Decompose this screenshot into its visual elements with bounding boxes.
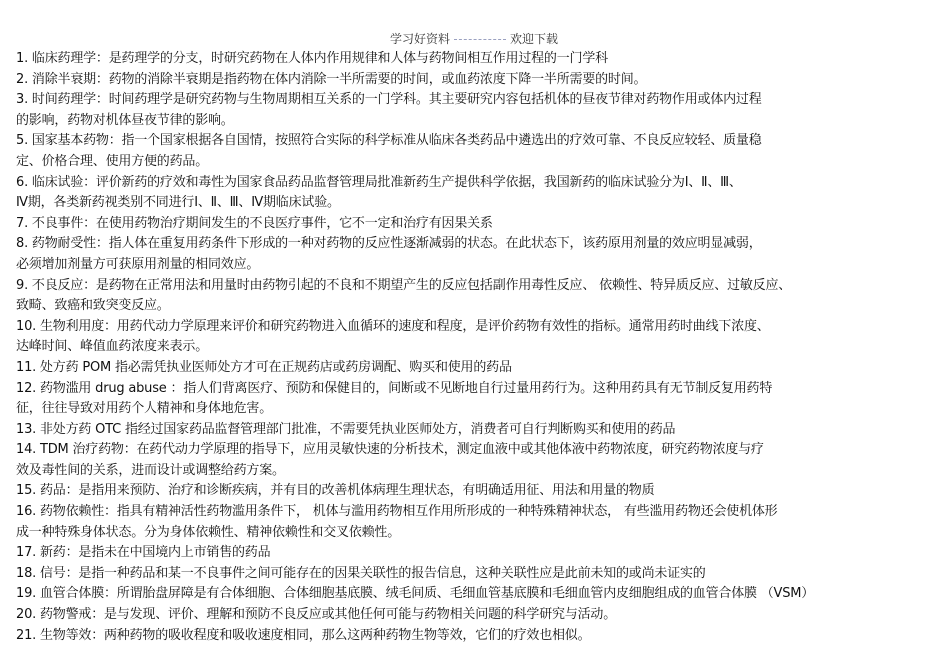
page-header [390, 30, 558, 47]
text-line: 征，往往导致对用药个人精神和身体地危害。 [16, 401, 273, 417]
text-line: 致畸、致癌和致突变反应。 [16, 298, 170, 314]
text-line: 16. 药物依赖性：指具有精神活性药物滥用条件下， 机体与滥用药物相互作用所形成的一种特殊精神状态， 有些滥用药物还会使机体形 [16, 504, 778, 520]
text-line: 11. 处方药 POM 指必需凭执业医师处方才可在正规药店或药房调配、购买和使用的药品 [16, 359, 512, 375]
text-line: 21. 生物等效：两种药物的吸收程度和吸收速度相同，那么这两种药物生物等效，它们的疗效也相似。 [16, 627, 591, 643]
text-line: 9. 不良反应：是药物在正常用法和用量时由药物引起的不良和不期望产生的反应包括副作用毒性反应、 依赖性、特异质反应、过敏反应、 [16, 277, 792, 293]
text-line: 定、价格合理、使用方便的药品。 [16, 153, 209, 169]
text-line: 6. 临床试验：评价新药的疗效和毒性为国家食品药品监督管理局批准新药生产提供科学依据，我国新药的临床试验分为Ⅰ、Ⅱ、Ⅲ、 [16, 174, 742, 190]
text-line: 20. 药物警戒：是与发现、评价、理解和预防不良反应或其他任何可能与药物相关问题的科学研究与活动。 [16, 607, 617, 623]
header-divider [454, 39, 506, 40]
text-line: 成一种特殊身体状态。分为身体依赖性、精神依赖性和交叉依赖性。 [16, 524, 401, 540]
text-line: 13. 非处方药 OTC 指经过国家药品监督管理部门批准，不需要凭执业医师处方，消费者可自行判断购买和使用的药品 [16, 421, 676, 437]
text-line: 3. 时间药理学：时间药理学是研究药物与生物周期相互关系的一门学科。其主要研究内容包括机体的昼夜节律对药物作用或体内过程 [16, 92, 762, 108]
text-line: 的影响，药物对机体昼夜节律的影响。 [16, 112, 234, 128]
text-line: 效及毒性间的关系，进而设计或调整给药方案。 [16, 462, 285, 478]
text-line: 12. 药物滥用 drug abuse ：指人们背离医疗、预防和保健目的，间断或不见断地自行过量用药行为。这种用药具有无节制反复用药特 [16, 380, 773, 396]
text-line: 14. TDM 治疗药物：在药代动力学原理的指导下，应用灵敏快速的分析技术，测定血液中或其他体液中药物浓度，研究药物浓度与疗 [16, 442, 764, 458]
header-left-text: 学习好资料 [390, 32, 451, 46]
text-line: 15. 药品：是指用来预防、治疗和诊断疾病，并有目的改善机体病理生理状态，有明确适用征、用法和用量的物质 [16, 483, 655, 499]
text-line: 2. 消除半衰期：药物的消除半衰期是指药物在体内消除一半所需要的时间，或血药浓度下降一半所需要的时间。 [16, 71, 647, 87]
text-line: 18. 信号：是指一种药品和某一不良事件之间可能存在的因果关联性的报告信息，这种关联性应是此前未知的或尚未证实的 [16, 565, 706, 581]
definition-list [16, 49, 946, 646]
text-line: 8. 药物耐受性：指人体在重复用药条件下形成的一种对药物的反应性逐渐减弱的状态。在此状态下，该药原用剂量的效应明显减弱， [16, 236, 762, 252]
text-line: 1. 临床药理学：是药理学的分支，时研究药物在人体内作用规律和人体与药物间相互作用过程的一门学科 [16, 51, 608, 66]
text-line: 5. 国家基本药物：指一个国家根据各自国情，按照符合实际的科学标准从临床各类药品中遴选出的疗效可靠、不良反应较轻、质量稳 [16, 133, 762, 149]
text-line: Ⅳ期，各类新药视类别不同进行Ⅰ、Ⅱ、Ⅲ、Ⅳ期临床试验。 [16, 195, 340, 211]
text-line: 10. 生物利用度：用药代动力学原理来评价和研究药物进入血循环的速度和程度，是评价药物有效性的指标。通常用药时曲线下浓度、 [16, 318, 770, 334]
text-line: 17. 新药：是指未在中国境内上市销售的药品 [16, 545, 271, 561]
text-line: 7. 不良事件：在使用药物治疗期间发生的不良医疗事件，它不一定和治疗有因果关系 [16, 215, 493, 231]
text-line: 达峰时间、峰值血药浓度来表示。 [16, 339, 209, 355]
text-line: 必须增加剂量方可获原用剂量的相同效应。 [16, 256, 260, 272]
header-right-text: 欢迎下载 [510, 32, 559, 46]
text-line: 19. 血管合体膜：所谓胎盘屏障是有合体细胞、合体细胞基底膜、绒毛间质、毛细血管基底膜和毛细血管内皮细胞组成的血管合体膜 （VSM） [16, 586, 815, 602]
